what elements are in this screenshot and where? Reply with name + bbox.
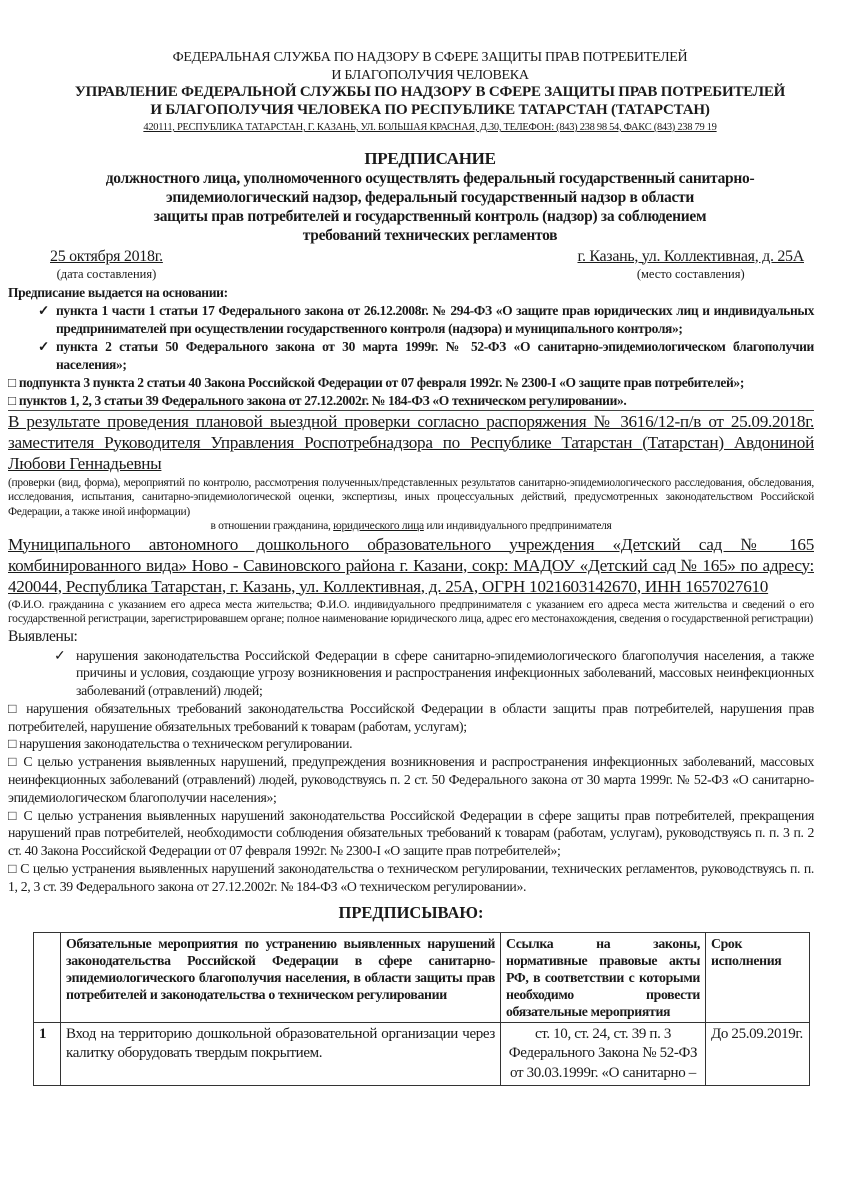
department-address: 420111, РЕСПУБЛИКА ТАТАРСТАН, Г. КАЗАНЬ, УЛ. БОЛЬШАЯ КРАСНАЯ, Д.30, ТЕЛЕФОН: (843) 238 98 54, ФАКС (843) 238 79 19 [143, 122, 717, 133]
inspection-text: В результате проведения плановой выездной проверки согласно распоряжения № 3616/12-п/в от 25.09.2018г. заместителя Руководителя Управления Роспотребнадзора по Республике Татарстан (Татарстан) Авдониной Любови Геннадьевны [8, 411, 814, 473]
finding-item: □ нарушения обязательных требований законодательства Российской Федерации в области защиты прав потребителей, нарушения прав потребителей, нарушение обязательных требований к товарам (работам, услугам); [8, 700, 814, 734]
finding-item: □ нарушения законодательства о техническом регулировании. [8, 736, 353, 752]
table-header-row [34, 932, 810, 1022]
finding-item: ✓ нарушения законодательства Российской Федерации в сфере санитарно-эпидемиологического благополучия населения, а также причины и условия, создающие угрозу возникновения и распространения инфекционных заболеваний, массовых неинфекционных заболеваний (отравлений) людей; [54, 647, 814, 699]
issue-place: г. Казань, ул. Коллективная, д. 25А [577, 247, 804, 265]
checkmark-icon: ✓ [54, 647, 66, 663]
subject-text: Муниципального автономного дошкольного образовательного учреждения «Детский сад № 165 комбинированного вида» Ново - Савиновского района г. Казани, сокр: МАДОУ «Детский сад № 165» по адресу: 420044, Республика Татарстан, г. Казань, ул. Коллективная, д. 25А, ОГРН 1021603142670, ИНН 1657027610 [8, 534, 814, 596]
agency-name: ФЕДЕРАЛЬНАЯ СЛУЖБА ПО НАДЗОРУ В СФЕРЕ ЗАЩИТЫ ПРАВ ПОТРЕБИТЕЛЕЙ [172, 50, 688, 65]
subject-caption: (Ф.И.О. гражданина с указанием его адреса места жительства; Ф.И.О. индивидуального предпринимателя с указанием его адреса места жительства и сведений о его государственной регистрации, зарегистрировавшем органе; полное наименование юридического лица, адрес его местонахождения, сведения о государственной регистрации) [8, 598, 814, 625]
checkmark-icon: ✓ [38, 338, 49, 354]
document-heading: ПРЕДПИСАНИЕ [364, 148, 496, 168]
document-title [40, 149, 820, 245]
header-measures: Обязательные мероприятия по устранению выявленных нарушений законодательства Российской Федерации в сфере санитарно-эпидемиологического благополучия населения, в области защиты прав потребителей и законодательства о техническом регулировании [61, 932, 501, 1022]
place-block [577, 247, 804, 282]
issue-date-caption: (дата составления) [56, 266, 157, 281]
basis-item: ✓ пункта 1 части 1 статьи 17 Федерального закона от 26.12.2008г. № 294-ФЗ «О защите прав юридических лиц и индивидуальных предпринимателей при осуществлении государственного контроля (надзора) и муниципального контроля»; [38, 302, 814, 336]
issue-date: 25 октября 2018г. [50, 247, 163, 265]
date-place-row [8, 247, 814, 282]
row-reference: ст. 10, ст. 24, ст. 39 п. 3 Федерального Закона № 52-ФЗ от 30.03.1999г. «О санитарно – [501, 1022, 706, 1086]
date-block [50, 247, 163, 282]
row-deadline: До 25.09.2019г. [706, 1022, 810, 1086]
order-heading: ПРЕДПИСЫВАЮ: [338, 902, 484, 922]
document-subtitle-1: должностного лица, уполномоченного осуществлять федеральный государственный санитарно- [105, 169, 755, 187]
document-subtitle-4: требований технических регламентов [302, 226, 558, 244]
checkmark-icon: ✓ [38, 302, 49, 318]
inspection-caption: (проверки (вид, форма), мероприятий по контролю, рассмотрения полученных/представленных результатов санитарно-эпидемиологического расследования, обследования, исследования, испытания, санитарно-эпидемиологической оценки, экспертизы, иных процессуальных действий, предусмотренных законодательством Российской Федерации, а также иной информации) [8, 476, 814, 518]
department-name-2: И БЛАГОПОЛУЧИЯ ЧЕЛОВЕКА ПО РЕСПУБЛИКЕ ТАТАРСТАН (ТАТАРСТАН) [150, 101, 710, 118]
checkbox-icon: □ [8, 392, 16, 408]
basis-item: □ пунктов 1, 2, 3 статьи 39 Федерального закона от 27.12.2002г. № 184-ФЗ «О техническом регулировании». [8, 392, 814, 411]
document-subtitle-3: защиты прав потребителей и государственный контроль (надзор) за соблюдением [153, 207, 707, 225]
findings-label: Выявлены: [8, 627, 78, 645]
finding-item: □ С целью устранения выявленных нарушений, предупреждения возникновения и распространения инфекционных заболеваний, массовых неинфекционных заболеваний (отравлений) людей, руководствуясь п. 2 ст. 50 Федерального закона от 30 марта 1999г. № 52-ФЗ «О санитарно-эпидемиологическом благополучии населения»; [8, 754, 814, 805]
document-subtitle-2: эпидемиологический надзор, федеральный государственный надзор в области [165, 188, 694, 206]
measures-table [33, 932, 810, 1087]
table-row [34, 1022, 810, 1086]
basis-item: □ подпункта 3 пункта 2 статьи 40 Закона Российской Федерации от 07 февраля 1992г. № 2300-I «О защите прав потребителей»; [8, 374, 744, 390]
row-number: 1 [34, 1022, 61, 1086]
header-deadline: Срок исполнения [706, 932, 810, 1022]
department-name: УПРАВЛЕНИЕ ФЕДЕРАЛЬНОЙ СЛУЖБЫ ПО НАДЗОРУ В СФЕРЕ ЗАЩИТЫ ПРАВ ПОТРЕБИТЕЛЕЙ [74, 84, 786, 100]
header-reference: Ссылка на законы, нормативные правовые акты РФ, в соответствии с которыми необходимо провести обязательные мероприятия [501, 932, 706, 1022]
agency-name-2: И БЛАГОПОЛУЧИЯ ЧЕЛОВЕКА [331, 67, 529, 83]
finding-item: □ С целью устранения выявленных нарушений законодательства Российской Федерации в сфере защиты прав потребителей, прекращения нарушений прав потребителей, необходимости соблюдения обязательных требований к товарам (работам, услугам), руководствуясь п. п. 3 п. 2 ст. 40 Закона Российской Федерации от 07 февраля 1992г. № 2300-I «О защите прав потребителей»; [8, 807, 814, 859]
finding-item: □ С целью устранения выявленных нарушений законодательства о техническом регулировании, технических регламентов, руководствуясь п. п. 1, 2, 3 ст. 39 Федерального закона от 27.12.2002г. № 184-ФЗ «О техническом регулировании». [8, 861, 814, 894]
header-num [34, 932, 61, 1022]
row-measure: Вход на территорию дошкольной образовательной организации через калитку оборудовать твердым покрытием. [61, 1022, 501, 1086]
legal-basis [8, 284, 814, 411]
checkbox-icon: □ [8, 374, 16, 390]
legal-basis-intro: Предписание выдается на основании: [8, 284, 228, 300]
letterhead [40, 49, 820, 137]
relation-line: в отношении гражданина, юридического лица или индивидуального предпринимателя [210, 520, 612, 532]
issue-place-caption: (место составления) [636, 266, 745, 281]
basis-item: ✓ пункта 2 статьи 50 Федерального закона от 30 марта 1999г. № 52-ФЗ «О санитарно-эпидемиологическом благополучии населения»; [38, 338, 814, 372]
findings [8, 627, 814, 896]
